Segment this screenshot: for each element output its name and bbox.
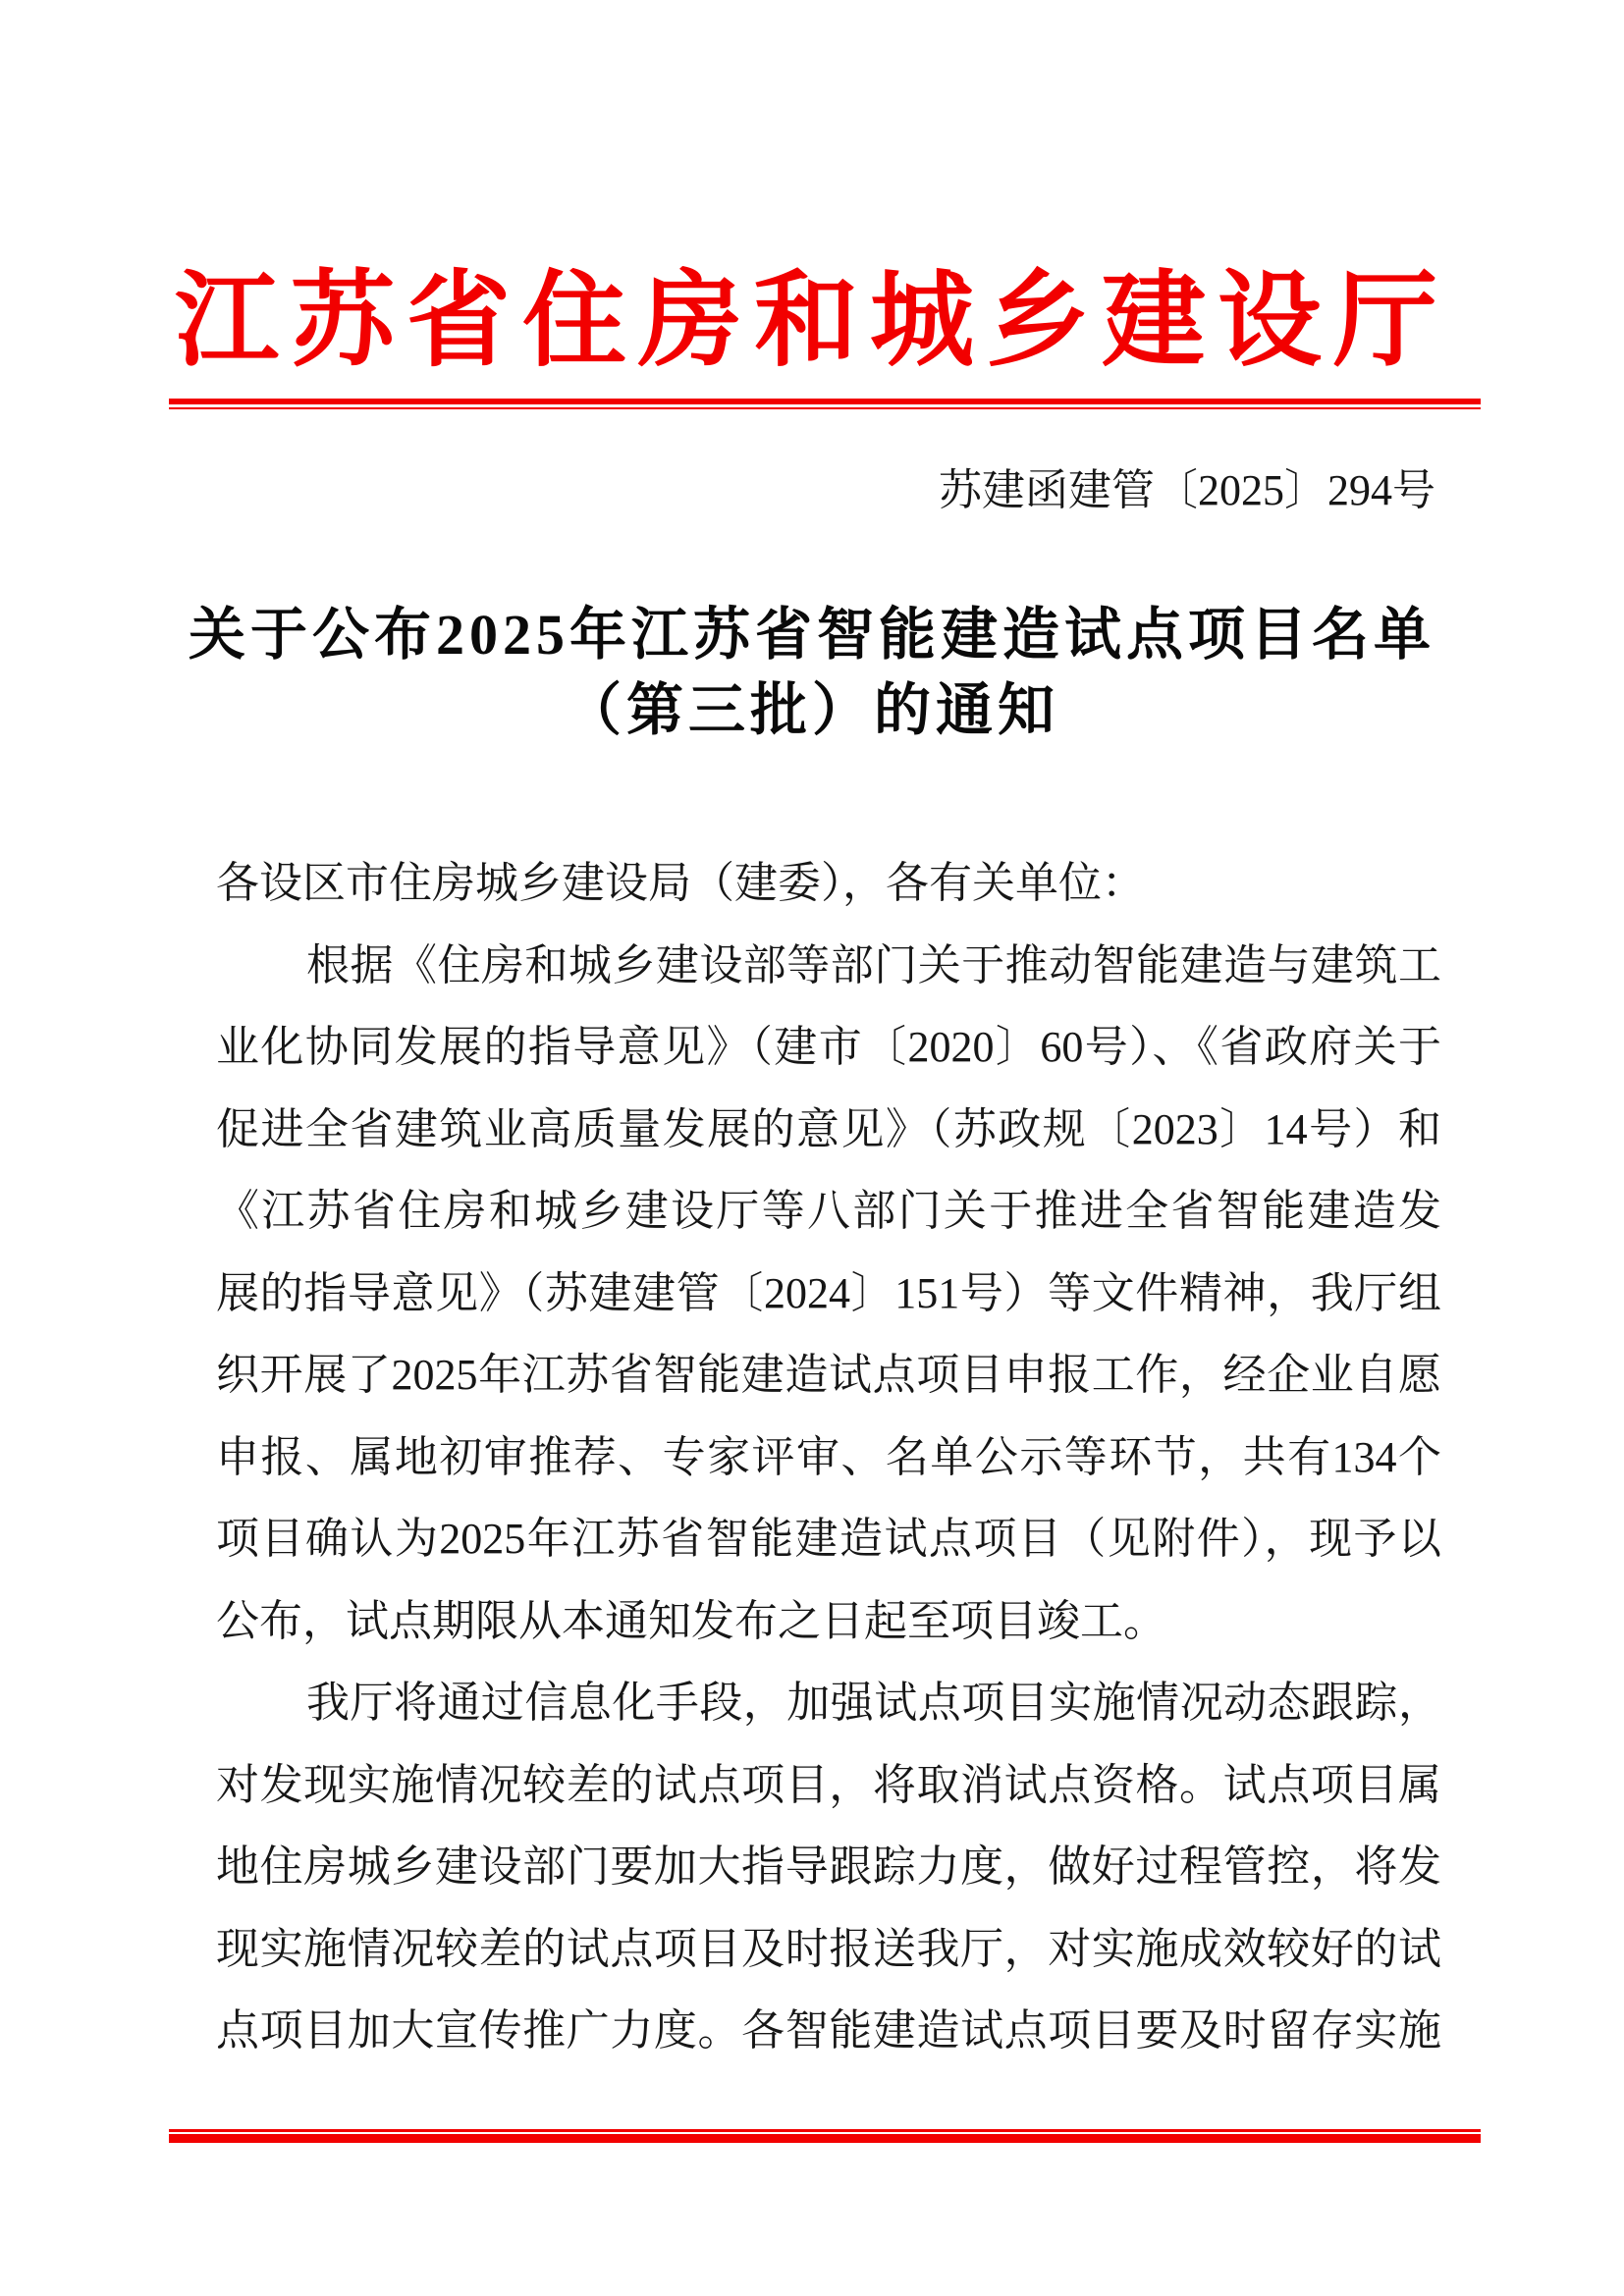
footer-rule — [169, 2129, 1481, 2143]
body-line: 公布，试点期限从本通知发布之日起至项目竣工。 — [216, 1596, 1166, 1645]
notice-title-line1: 关于公布2025年江苏省智能建造试点项目名单 — [188, 603, 1435, 667]
body-line: 各设区市住房城乡建设局（建委），各有关单位： — [216, 859, 1145, 907]
notice-title-line2: （第三批）的通知 — [564, 678, 1059, 742]
body-line: 申报、属地初审推荐、专家评审、名单公示等环节，共有134个 — [216, 1432, 1441, 1481]
letterhead-rule — [169, 399, 1481, 409]
notice-title — [0, 597, 1624, 748]
body-line: 根据《住房和城乡建设部等部门关于推动智能建造与建筑工 — [306, 940, 1441, 989]
body-line: 我厅将通过信息化手段，加强试点项目实施情况动态跟踪， — [306, 1679, 1441, 1727]
letterhead-title: 江苏省住房和城乡建设厅 — [175, 264, 1449, 379]
body-line: 点项目加大宣传推广力度。各智能建造试点项目要及时留存实施 — [216, 2006, 1441, 2055]
body-line: 对发现实施情况较差的试点项目，将取消试点资格。试点项目属 — [216, 1760, 1441, 1809]
body-line: 《江苏省住房和城乡建设厅等八部门关于推进全省智能建造发 — [216, 1187, 1441, 1235]
body-line: 业化协同发展的指导意见》（建市〔2020〕60号）、《省政府关于 — [216, 1023, 1441, 1071]
body-line: 织开展了2025年江苏省智能建造试点项目申报工作，经企业自愿 — [216, 1351, 1441, 1399]
body-line: 项目确认为2025年江苏省智能建造试点项目（见附件），现予以 — [216, 1515, 1441, 1563]
body-text — [216, 842, 1441, 2072]
body-line: 地住房城乡建设部门要加大指导跟踪力度，做好过程管控，将发 — [216, 1842, 1441, 1891]
body-line: 现实施情况较差的试点项目及时报送我厅，对实施成效较好的试 — [216, 1924, 1441, 1973]
body-line: 展的指导意见》（苏建建管〔2024〕151号）等文件精神，我厅组 — [216, 1268, 1441, 1317]
doc-number: 苏建函建管〔2025〕294号 — [939, 466, 1435, 514]
body-line: 促进全省建筑业高质量发展的意见》（苏政规〔2023〕14号）和 — [216, 1104, 1441, 1153]
